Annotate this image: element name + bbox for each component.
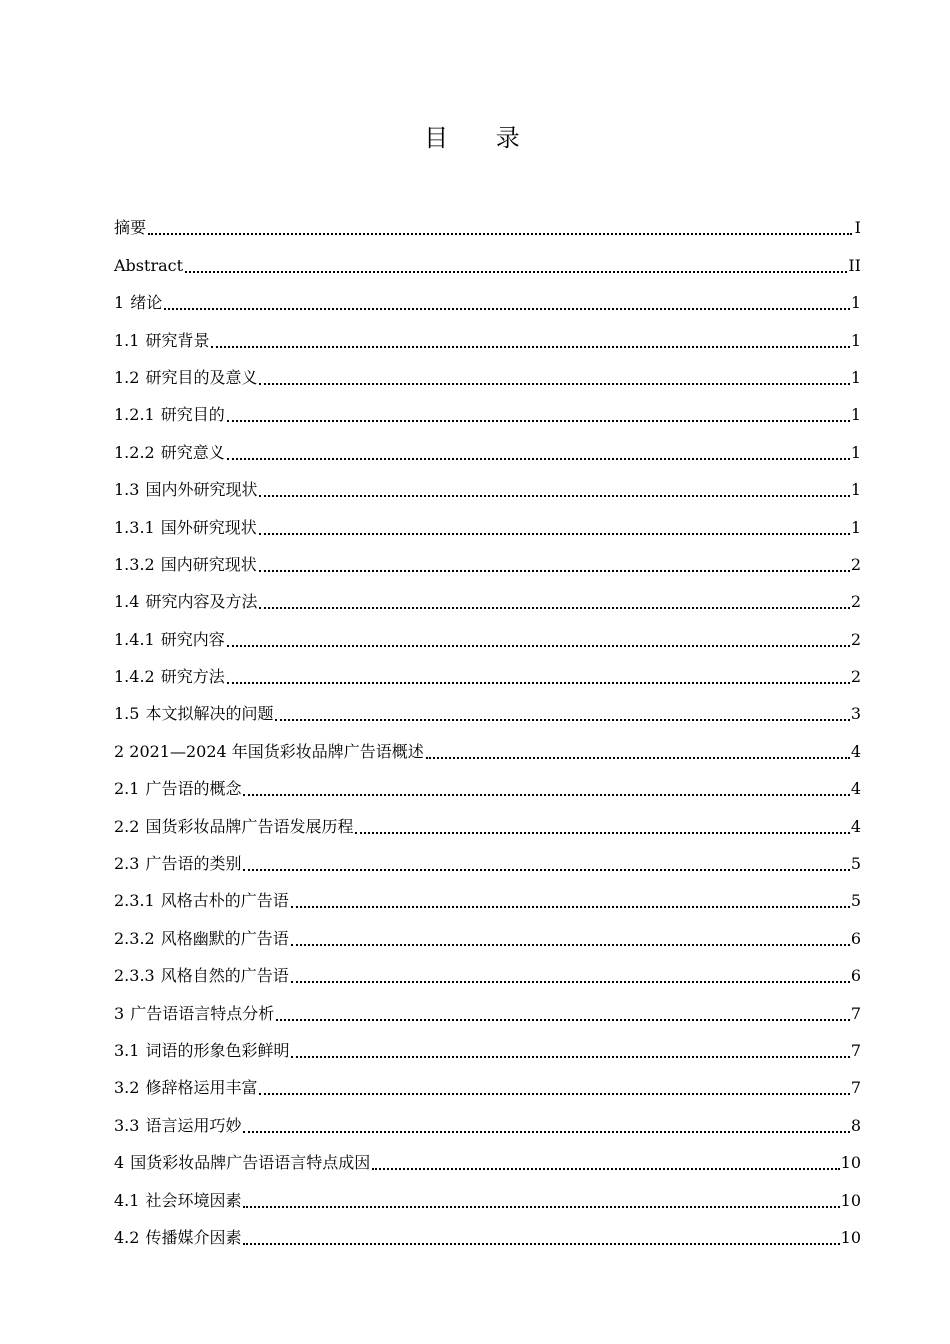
toc-entry-page-number: 2 (850, 667, 861, 687)
toc-entry[interactable] (114, 800, 861, 837)
toc-entry[interactable] (114, 688, 861, 725)
dot-leader (185, 271, 847, 273)
toc-entry-title: 本文拟解决的问题 (145, 704, 274, 724)
toc-entry-page-number: 1 (850, 480, 861, 500)
toc-entry-label (114, 1077, 257, 1099)
toc-entry-label (114, 517, 257, 539)
dot-leader (259, 607, 849, 609)
toc-entry[interactable] (114, 277, 861, 314)
toc-entry-label (114, 1003, 274, 1025)
toc-entry-label (114, 217, 146, 239)
toc-entry-title: 广告语的类别 (145, 854, 242, 874)
dot-leader (291, 906, 850, 908)
toc-entry[interactable] (114, 1212, 861, 1249)
toc-entry-page-number: 7 (850, 1078, 861, 1098)
toc-entry-page-number: 1 (850, 517, 861, 537)
toc-entry-number: 1.2.1 (114, 405, 155, 425)
dot-leader (243, 1206, 839, 1208)
toc-entry-number: 1.2 (114, 367, 140, 387)
toc-entry-title: 国内研究现状 (160, 554, 257, 574)
toc-entry-number: 2.3.2 (114, 928, 155, 948)
dot-leader (243, 794, 849, 796)
toc-entry-number: 2.3.3 (114, 966, 155, 986)
toc-entry-page-number: 2 (850, 629, 861, 649)
toc-entry[interactable] (114, 389, 861, 426)
toc-entry-label (114, 404, 225, 426)
toc-entry-label (114, 330, 209, 352)
dot-leader (243, 1131, 849, 1133)
toc-entry-number: 3.3 (114, 1115, 140, 1135)
toc-entry[interactable] (114, 651, 861, 688)
toc-entry[interactable] (114, 912, 861, 949)
toc-entry-number: 1.3.1 (114, 517, 155, 537)
toc-entry[interactable] (114, 950, 861, 987)
toc-entry-number: 1.3 (114, 480, 140, 500)
toc-entry-label (114, 965, 289, 987)
toc-entry-title: Abstract (114, 255, 184, 275)
toc-entry-title: 摘要 (114, 218, 147, 238)
toc-entry-number: 2.2 (114, 816, 140, 836)
dot-leader (372, 1168, 839, 1170)
toc-entry-label (114, 629, 225, 651)
toc-entry-label (114, 1040, 289, 1062)
toc-entry-title: 修辞格运用丰富 (145, 1078, 258, 1098)
toc-entry-title: 语言运用巧妙 (145, 1115, 242, 1135)
toc-entry-label (114, 816, 353, 838)
toc-entry-page-number: 1 (850, 405, 861, 425)
dot-leader (291, 944, 850, 946)
toc-entry[interactable] (114, 875, 861, 912)
toc-entry-number: 1.4.1 (114, 629, 155, 649)
table-of-contents (114, 202, 861, 1249)
toc-entry-title: 风格古朴的广告语 (160, 891, 289, 911)
toc-entry[interactable] (114, 239, 861, 276)
toc-entry[interactable] (114, 464, 861, 501)
toc-entry-label (114, 367, 257, 389)
toc-entry[interactable] (114, 314, 861, 351)
toc-entry-label (114, 292, 162, 314)
toc-entry-label (114, 1190, 241, 1212)
dot-leader (243, 1243, 839, 1245)
toc-entry-number: 2.1 (114, 779, 140, 799)
toc-entry-number: 1.5 (114, 704, 140, 724)
toc-entry-title: 研究背景 (145, 330, 210, 350)
dot-leader (259, 533, 850, 535)
dot-leader (291, 1056, 849, 1058)
dot-leader (259, 570, 850, 572)
dot-leader (426, 757, 850, 759)
toc-entry-number: 1 (114, 293, 125, 313)
toc-entry-page-number: II (848, 255, 861, 275)
toc-entry-page-number: 2 (850, 554, 861, 574)
toc-entry-number: 1.4.2 (114, 667, 155, 687)
toc-entry-label (114, 1152, 370, 1174)
dot-leader (259, 495, 849, 497)
toc-entry-label (114, 666, 225, 688)
toc-entry-title: 研究内容及方法 (145, 592, 258, 612)
toc-entry-page-number: 1 (850, 330, 861, 350)
toc-entry[interactable] (114, 987, 861, 1024)
dot-leader (227, 645, 850, 647)
toc-entry[interactable] (114, 202, 861, 239)
toc-entry-title: 研究内容 (160, 629, 225, 649)
toc-entry-label (114, 554, 257, 576)
toc-entry-label (114, 479, 257, 501)
toc-entry-number: 1.2.2 (114, 442, 155, 462)
toc-entry-title: 词语的形象色彩鲜明 (145, 1040, 290, 1060)
toc-entry-number: 1.4 (114, 592, 140, 612)
toc-entry-page-number: 2 (850, 592, 861, 612)
toc-entry-page-number: 1 (850, 442, 861, 462)
toc-entry[interactable] (114, 352, 861, 389)
toc-entry-number: 4.2 (114, 1227, 140, 1247)
dot-leader (276, 1019, 850, 1021)
toc-entry-page-number: 4 (850, 779, 861, 799)
toc-entry-page-number: 3 (850, 704, 861, 724)
toc-entry-page-number: 5 (850, 854, 861, 874)
toc-entry[interactable] (114, 613, 861, 650)
toc-entry-page-number: I (854, 218, 861, 238)
toc-entry-page-number: 8 (850, 1115, 861, 1135)
toc-entry-label (114, 1227, 241, 1249)
toc-entry-label (114, 703, 273, 725)
dot-leader (211, 346, 849, 348)
toc-entry-page-number: 5 (850, 891, 861, 911)
dot-leader (227, 420, 850, 422)
toc-entry-title: 研究目的及意义 (145, 367, 258, 387)
toc-entry[interactable] (114, 838, 861, 875)
toc-entry-page-number: 1 (850, 293, 861, 313)
toc-entry-title: 广告语的概念 (145, 779, 242, 799)
page-title: 目 录 (424, 124, 540, 152)
dot-leader (275, 719, 849, 721)
toc-entry[interactable] (114, 501, 861, 538)
toc-entry-number: 3.2 (114, 1078, 140, 1098)
dot-leader (355, 832, 849, 834)
toc-entry-label (114, 741, 424, 763)
toc-entry-title: 研究目的 (160, 405, 225, 425)
toc-entry-number: 4.1 (114, 1190, 140, 1210)
toc-entry-title: 广告语语言特点分析 (130, 1003, 275, 1023)
toc-entry[interactable] (114, 1062, 861, 1099)
toc-entry-number: 2.3.1 (114, 891, 155, 911)
toc-entry-label (114, 442, 225, 464)
toc-entry-page-number: 10 (840, 1190, 861, 1210)
toc-entry-title: 风格自然的广告语 (160, 966, 289, 986)
toc-entry-title: 国内外研究现状 (145, 480, 258, 500)
toc-entry-label (114, 778, 241, 800)
toc-entry[interactable] (114, 1174, 861, 1211)
toc-entry-page-number: 10 (840, 1227, 861, 1247)
toc-entry[interactable] (114, 1025, 861, 1062)
toc-entry-label (114, 928, 289, 950)
toc-entry-title: 国外研究现状 (160, 517, 257, 537)
toc-entry-label (114, 591, 257, 613)
toc-entry-title: 国货彩妆品牌广告语发展历程 (145, 816, 354, 836)
toc-entry-title: 社会环境因素 (145, 1190, 242, 1210)
toc-entry[interactable] (114, 1137, 861, 1174)
dot-leader (291, 981, 850, 983)
dot-leader (259, 383, 849, 385)
dot-leader (243, 869, 849, 871)
dot-leader (148, 233, 852, 235)
toc-entry-title: 风格幽默的广告语 (160, 928, 289, 948)
toc-entry-number: 3 (114, 1003, 125, 1023)
toc-entry-number: 1.3.2 (114, 554, 155, 574)
toc-entry-label (114, 890, 289, 912)
toc-entry-page-number: 7 (850, 1003, 861, 1023)
toc-entry-title: 绪论 (130, 293, 163, 313)
toc-entry-page-number: 4 (850, 816, 861, 836)
toc-entry-number: 1.1 (114, 330, 140, 350)
toc-entry[interactable] (114, 539, 861, 576)
toc-entry-page-number: 6 (850, 966, 861, 986)
toc-entry-title: 国货彩妆品牌广告语语言特点成因 (130, 1153, 371, 1173)
dot-leader (227, 458, 850, 460)
toc-entry-number: 4 (114, 1153, 125, 1173)
toc-entry-page-number: 6 (850, 928, 861, 948)
toc-entry-page-number: 10 (840, 1153, 861, 1173)
dot-leader (227, 682, 850, 684)
toc-entry-label (114, 255, 183, 277)
toc-entry-title: 传播媒介因素 (145, 1227, 242, 1247)
toc-entry-label (114, 853, 241, 875)
toc-entry[interactable] (114, 725, 861, 762)
toc-entry[interactable] (114, 1099, 861, 1136)
dot-leader (164, 308, 850, 310)
dot-leader (259, 1093, 849, 1095)
toc-entry-page-number: 7 (850, 1040, 861, 1060)
toc-entry-label (114, 1115, 241, 1137)
toc-entry-number: 3.1 (114, 1040, 140, 1060)
toc-entry-page-number: 4 (850, 741, 861, 761)
toc-entry[interactable] (114, 763, 861, 800)
toc-entry-title: 2 2021—2024 年国货彩妆品牌广告语概述 (114, 741, 424, 761)
toc-entry-title: 研究方法 (160, 667, 225, 687)
toc-entry-title: 研究意义 (160, 442, 225, 462)
toc-entry-page-number: 1 (850, 367, 861, 387)
toc-entry[interactable] (114, 426, 861, 463)
toc-entry[interactable] (114, 576, 861, 613)
toc-entry-number: 2.3 (114, 854, 140, 874)
